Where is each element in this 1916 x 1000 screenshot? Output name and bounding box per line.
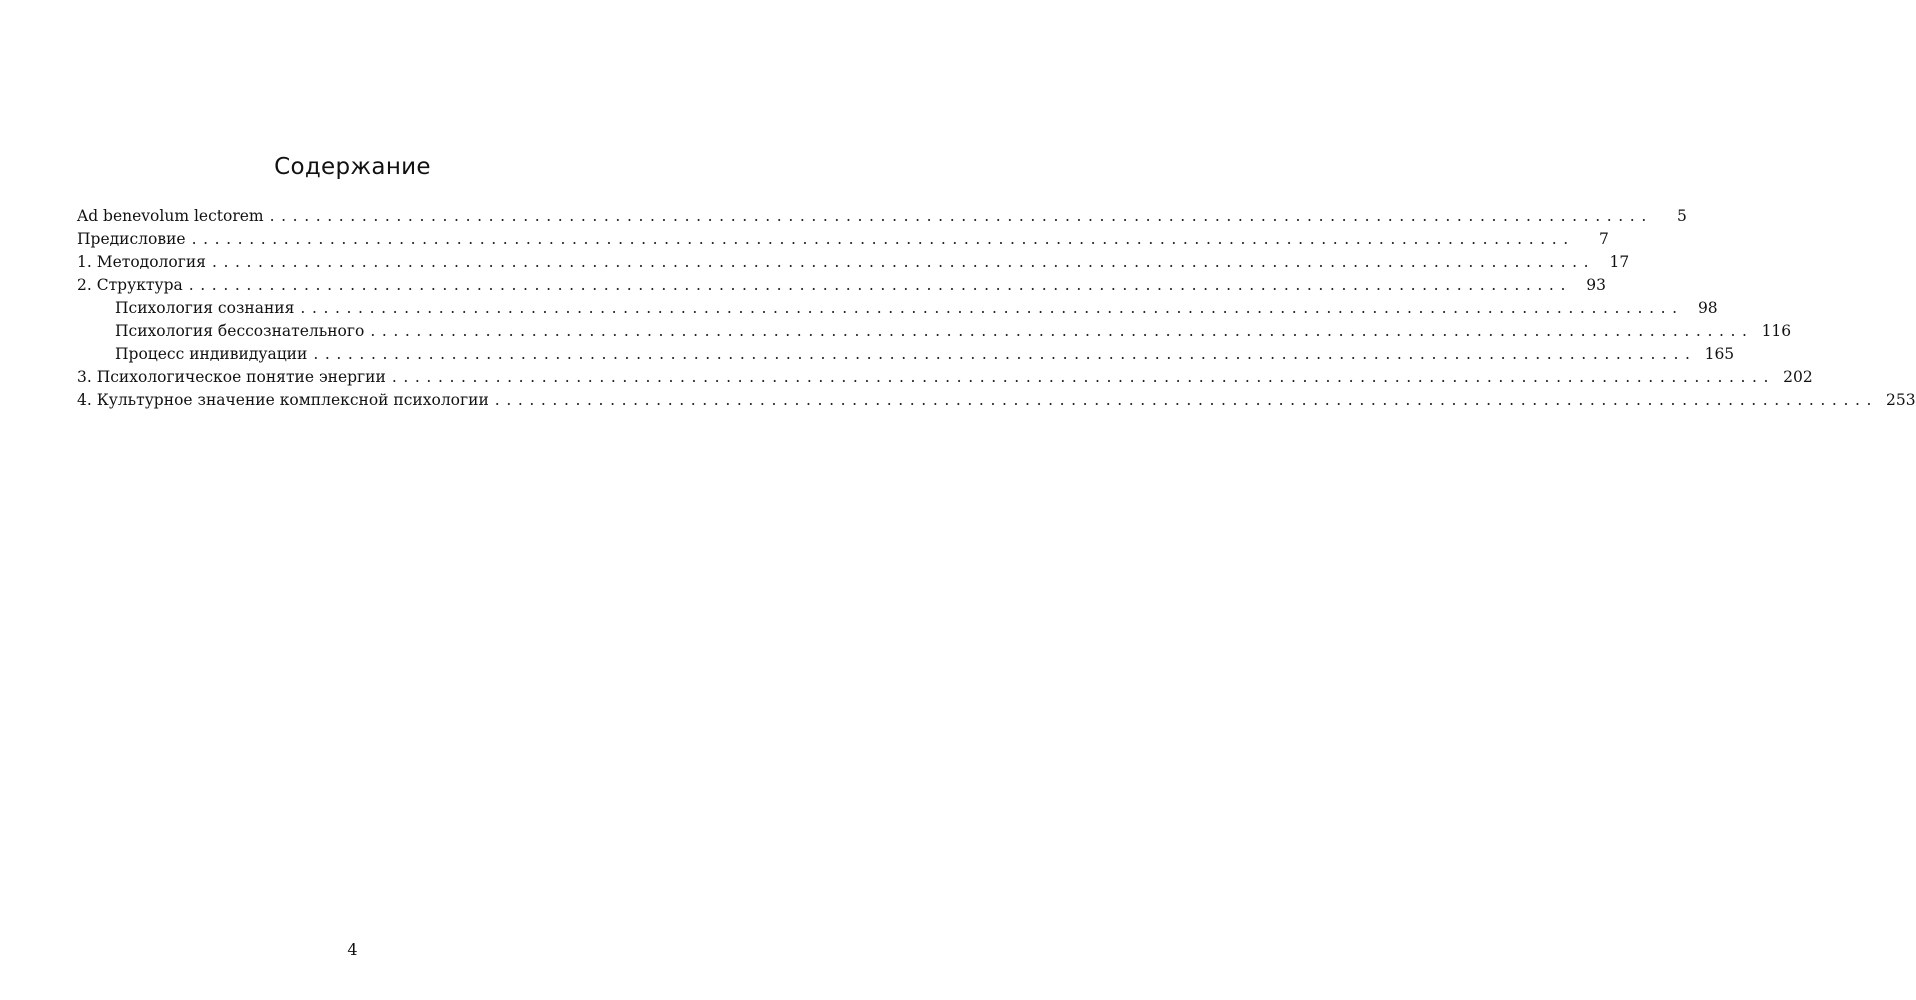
toc-entry-preface[interactable]: [77, 228, 1609, 251]
toc-entry-ad-benevolum-lectorem[interactable]: [77, 205, 1687, 228]
dot-leader: ........................................................................................................................: [269, 207, 1653, 225]
toc-entry-label: Психология бессознательного: [115, 322, 365, 340]
toc-entry-label: 4. Культурное значение комплексной психологии: [77, 391, 489, 409]
toc-entry-page: 7: [1598, 230, 1609, 248]
toc-entry-label: Предисловие: [77, 230, 186, 248]
dot-leader: ........................................................................................................................: [188, 276, 1572, 294]
dot-leader: ........................................................................................................................: [191, 230, 1575, 248]
table-of-contents: [77, 205, 1916, 412]
toc-entry-methodology[interactable]: [77, 251, 1630, 274]
toc-entry-psychological-energy[interactable]: [77, 366, 1813, 389]
toc-entry-label: Процесс индивидуации: [115, 345, 308, 363]
toc-entry-label: 3. Психологическое понятие энергии: [77, 368, 386, 386]
toc-entry-label: 1. Методология: [77, 253, 206, 271]
dot-leader: ........................................................................................................................: [300, 299, 1684, 317]
dot-leader: ........................................................................................................................: [370, 322, 1754, 340]
toc-entry-page: 93: [1586, 276, 1606, 294]
toc-entry-psychology-of-consciousness[interactable]: [77, 297, 1718, 320]
toc-entry-individuation-process[interactable]: [77, 343, 1735, 366]
dot-leader: ........................................................................................................................: [494, 391, 1879, 409]
dot-leader: ........................................................................................................................: [211, 253, 1596, 271]
toc-entry-page: 98: [1697, 299, 1718, 317]
toc-entry-page: 116: [1761, 322, 1792, 340]
page-title: Содержание: [274, 154, 431, 180]
toc-entry-label: Ad benevolum lectorem: [77, 207, 264, 225]
toc-entry-structure[interactable]: [77, 274, 1606, 297]
toc-entry-psychology-of-unconscious[interactable]: [77, 320, 1792, 343]
toc-entry-page: 165: [1704, 345, 1735, 363]
dot-leader: ........................................................................................................................: [313, 345, 1697, 363]
toc-entry-page: 5: [1676, 207, 1687, 225]
toc-entry-label: Психология сознания: [115, 299, 295, 317]
toc-entry-page: 253: [1886, 391, 1916, 409]
page-number: 4: [347, 940, 358, 959]
toc-entry-cultural-meaning[interactable]: [77, 389, 1916, 412]
dot-leader: ........................................................................................................................: [391, 368, 1776, 386]
toc-entry-page: 17: [1609, 253, 1630, 271]
toc-entry-page: 202: [1783, 368, 1813, 386]
toc-entry-label: 2. Структура: [77, 276, 183, 294]
